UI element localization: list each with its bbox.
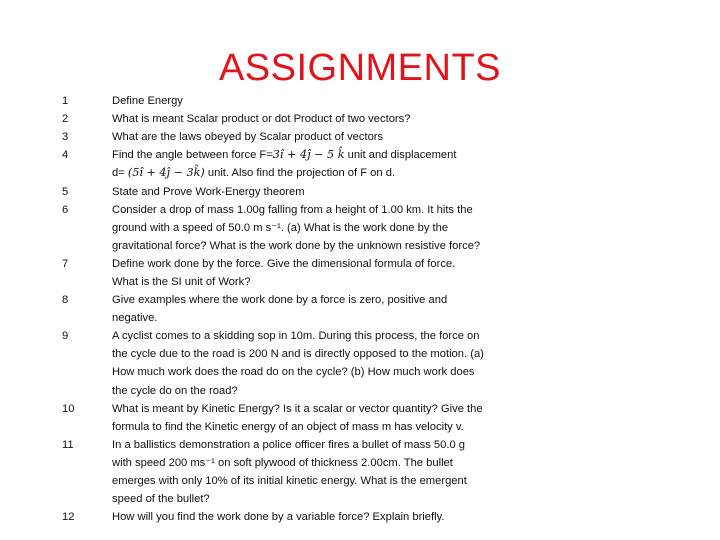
item-text-line: Define work done by the force. Give the dimensional formula of force.: [112, 257, 456, 270]
item-text-line: [112, 164, 632, 182]
vector-expression: (5î + 4ĵ − 3k̂): [127, 166, 205, 180]
list-item: [62, 327, 662, 399]
item-text-line: [112, 146, 632, 164]
item-text-line: Define Energy: [112, 95, 183, 107]
item-number: 1: [62, 95, 69, 107]
item-number: 6: [62, 203, 69, 216]
item-number: 10: [62, 402, 75, 415]
item-text-line: negative.: [112, 312, 158, 325]
item-text-line: What is meant Scalar product or dot Product of two vectors?: [112, 113, 411, 126]
item-number: 3: [62, 131, 69, 144]
item-text-line: speed of the bullet?: [112, 493, 210, 506]
item-text-line: How will you find the work done by a variable force? Explain briefly.: [112, 511, 445, 524]
item-number: 8: [62, 294, 69, 307]
item-text-line: the cycle do on the road?: [112, 384, 238, 397]
item-number: 11: [62, 438, 74, 451]
item-text-line: Consider a drop of mass 1.00g falling from a height of 1.00 km. It hits the: [112, 203, 473, 216]
item-number: 4: [62, 149, 69, 162]
item-text-line: formula to find the Kinetic energy of an object of mass m has velocity v.: [112, 420, 464, 433]
list-item: [62, 201, 662, 255]
page-title: ASSIGNMENTS: [218, 47, 502, 89]
list-item: [62, 92, 662, 110]
item-text-line: What is the SI unit of Work?: [112, 275, 251, 288]
list-item: [62, 183, 662, 201]
item-number: 5: [62, 185, 69, 198]
list-item: [62, 436, 662, 508]
item-text-line: ground with a speed of 50.0 m s⁻¹. (a) What is the work done by the: [112, 221, 449, 234]
item-text-line: gravitational force? What is the work done by the unknown resistive force?: [112, 239, 481, 252]
item-text-line: A cyclist comes to a skidding sop in 10m. During this process, the force on: [112, 330, 480, 343]
list-item: [62, 255, 662, 291]
list-item: [62, 146, 662, 182]
item-text: d=: [112, 167, 128, 180]
item-text-line: State and Prove Work-Energy theorem: [112, 185, 305, 198]
list-item: [62, 508, 662, 526]
item-number: 2: [62, 113, 69, 126]
item-text-line: In a ballistics demonstration a police officer fires a bullet of mass 50.0 g: [112, 438, 466, 451]
item-text-line: Give examples where the work done by a force is zero, positive and: [112, 294, 448, 307]
item-text-line: What are the laws obeyed by Scalar product of vectors: [112, 131, 384, 144]
list-item: [62, 400, 662, 436]
item-text-line: How much work does the road do on the cycle? (b) How much work does: [112, 366, 475, 379]
item-number: 12: [62, 511, 75, 524]
item-text-line: with speed 200 ms⁻¹ on soft plywood of thickness 2.00cm. The bullet: [112, 456, 453, 469]
item-number: 7: [62, 257, 69, 270]
item-text-line: the cycle due to the road is 200 N and is directly opposed to the motion. (a): [112, 348, 484, 361]
list-item: [62, 110, 662, 128]
item-text-line: emerges with only 10% of its initial kinetic energy. What is the emergent: [112, 475, 467, 488]
item-text: unit. Also find the projection of F on d.: [204, 167, 396, 180]
list-item: [62, 291, 662, 327]
vector-expression: 3î + 4ĵ − 5 k̂: [272, 148, 345, 162]
item-number: 9: [62, 330, 69, 343]
item-text: unit and displacement: [344, 149, 457, 162]
item-text: Find the angle between force F=: [112, 149, 273, 162]
list-item: [62, 128, 662, 146]
item-text-line: What is meant by Kinetic Energy? Is it a scalar or vector quantity? Give the: [112, 402, 483, 415]
